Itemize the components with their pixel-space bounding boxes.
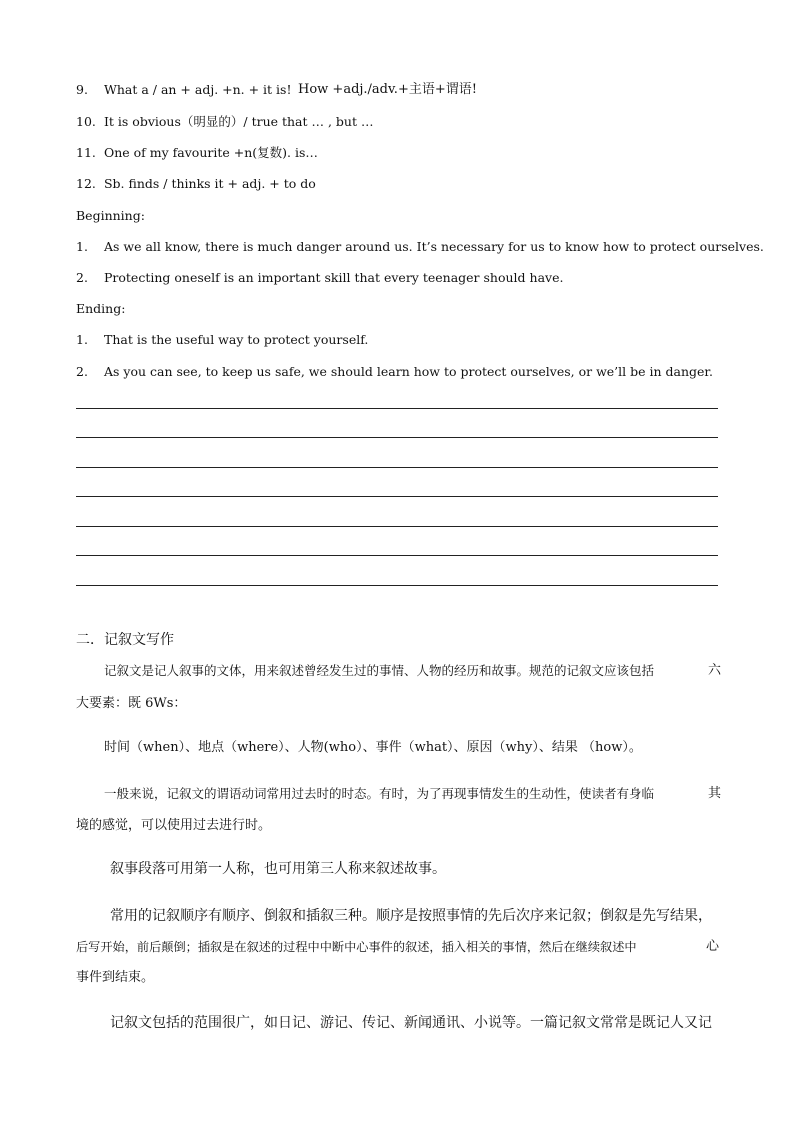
paragraph-5-tail: 心 — [706, 939, 720, 954]
section-heading: 二．记叙文写作 — [76, 632, 174, 648]
phrase-number: 10. — [76, 114, 96, 129]
item-number: 2. — [76, 270, 88, 285]
paragraph-3-line-1: 一般来说，记叙文的谓语动词常用过去时的时态。有时，为了再现事情发生的生动性，使读者有身临 — [104, 786, 655, 801]
item-text: Protecting oneself is an important skill that every teenager should have. — [103, 270, 564, 285]
paragraph-6: 记叙文包括的范围很广，如日记、游记、传记、新闻通讯、小说等。一篇记叙文常常是既记人又记 — [110, 1015, 712, 1031]
paragraph-1-line-1: 记叙文是记人叙事的文体，用来叙述曾经发生过的事情、人物的经历和故事。规范的记叙文应该包括 — [104, 663, 655, 678]
paragraph-4: 叙事段落可用第一人称，也可用第三人称来叙述故事。 — [110, 861, 446, 877]
writing-line — [76, 555, 718, 556]
paragraph-1-tail: 六 — [708, 663, 722, 678]
paragraph-1-line-2: 大要素：既 6Ws： — [76, 696, 187, 711]
item-text: That is the useful way to protect yourself. — [103, 332, 369, 347]
phrase-text: What a / an + adj. +n. + it is! — [103, 82, 292, 97]
phrase-number: 9. — [76, 82, 88, 97]
writing-line — [76, 496, 718, 497]
paragraph-2: 时间（when）、地点（where）、人物(who）、事件（what）、原因（why）、结果 （how）。 — [104, 740, 642, 755]
paragraph-5-line-2: 后写开始，前后颠倒；插叙是在叙述的过程中中断中心事件的叙述，插入相关的事情，然后在继续叙述中 — [76, 940, 637, 954]
phrase-item-10 — [76, 114, 373, 130]
item-number: 1. — [76, 239, 88, 254]
paragraph-5-line-1: 常用的记叙顺序有顺序、倒叙和插叙三种。顺序是按照事情的先后次序来记叙；倒叙是先写结果， — [110, 908, 712, 924]
item-text: As we all know, there is much danger around us. It’s necessary for us to know how to protect ourselves. — [103, 239, 764, 254]
paragraph-3-line-2: 境的感觉，可以使用过去进行时。 — [76, 818, 272, 833]
writing-line — [76, 437, 718, 438]
phrase-text: Sb. finds / thinks it + adj. + to do — [103, 176, 316, 191]
writing-line — [76, 408, 718, 409]
writing-line — [76, 467, 718, 468]
phrase-item-9 — [76, 82, 292, 98]
item-text: As you can see, to keep us safe, we should learn how to protect ourselves, or we’ll be in danger. — [103, 364, 713, 379]
phrase-text: One of my favourite +n(复数). is… — [103, 145, 318, 160]
writing-line — [76, 526, 718, 527]
paragraph-3-tail: 其 — [708, 786, 722, 801]
phrase-item-11 — [76, 145, 318, 161]
writing-line — [76, 585, 718, 586]
item-number: 2. — [76, 364, 88, 379]
phrase-text: It is obvious（明显的）/ true that … , but … — [103, 114, 374, 129]
beginning-label: Beginning: — [76, 208, 145, 223]
item-number: 1. — [76, 332, 88, 347]
paragraph-5-line-3: 事件到结束。 — [76, 970, 155, 985]
phrase-number: 12. — [76, 176, 96, 191]
ending-item-2 — [76, 364, 713, 380]
phrase-number: 11. — [76, 145, 96, 160]
phrase-item-12 — [76, 176, 316, 192]
ending-label: Ending: — [76, 301, 126, 316]
phrase-item-9-extra: How +adj./adv.+主语+谓语! — [298, 82, 477, 97]
beginning-item-2 — [76, 270, 563, 286]
ending-item-1 — [76, 332, 368, 348]
beginning-item-1 — [76, 239, 764, 255]
